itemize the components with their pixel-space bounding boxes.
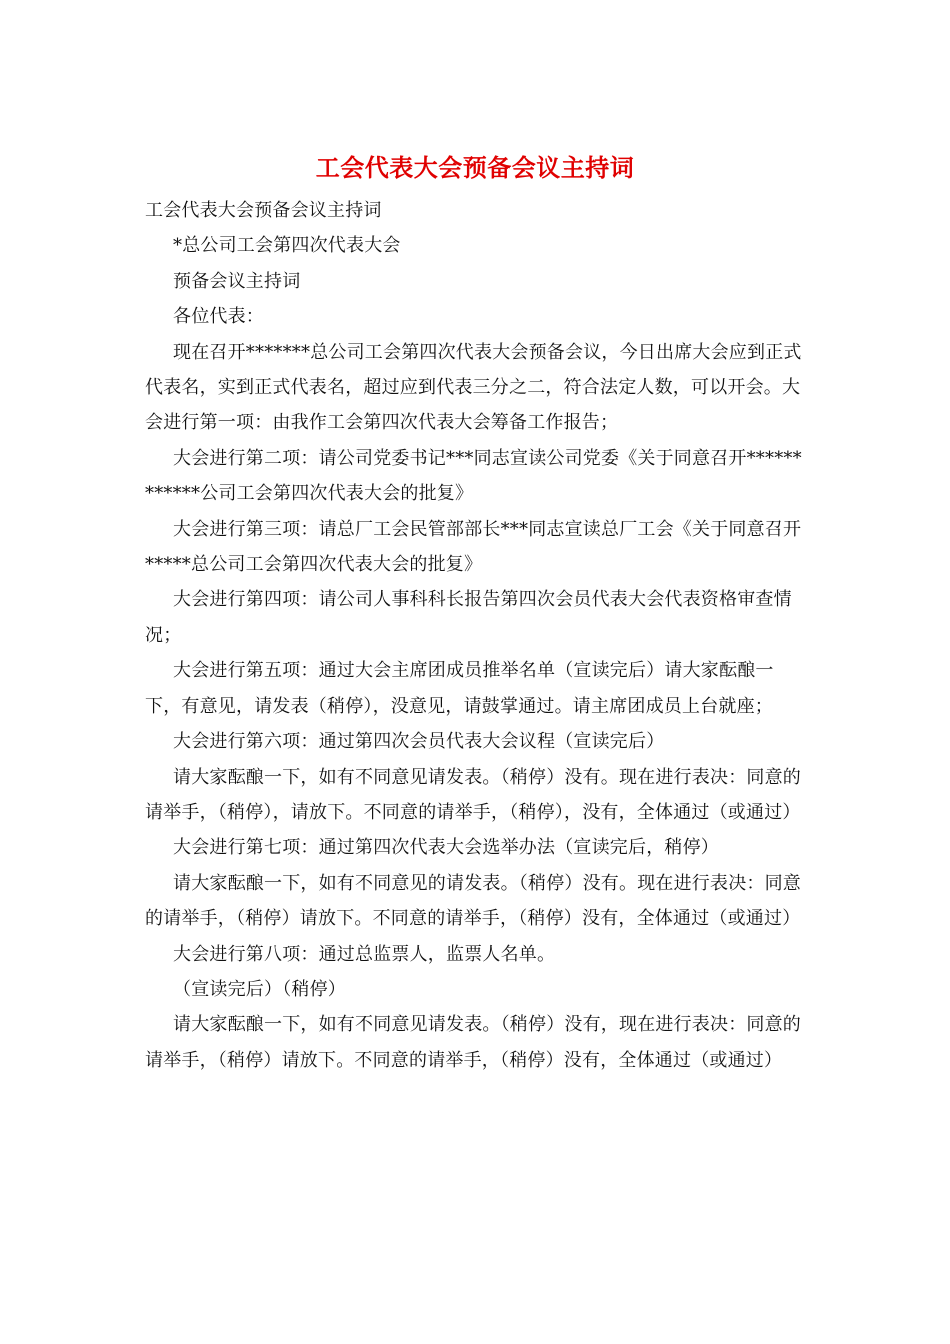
paragraph: 请大家酝酿一下，如有不同意见的请发表。（稍停）没有。现在进行表决：同意的请举手，（稍停）请放下。不同意的请举手，（稍停）没有，全体通过（或通过）: [145, 872, 801, 930]
paragraph: 大会进行第八项：通过总监票人，监票人名单。: [173, 943, 556, 965]
paragraph: 请大家酝酿一下，如有不同意见请发表。（稍停）没有。现在进行表决：同意的请举手，（稍停），请放下。不同意的请举手，（稍停），没有，全体通过（或通过）: [145, 766, 801, 823]
paragraph: 各位代表：: [173, 306, 264, 328]
paragraph: 大会进行第七项：通过第四次代表大会选举办法（宣读完后，稍停）: [173, 837, 719, 859]
paragraph: *总公司工会第四次代表大会: [173, 235, 401, 257]
document-body: [145, 193, 807, 1078]
paragraph: 大会进行第二项：请公司党委书记***同志宣读公司党委《关于同意召开************公司工会第四次代表大会的批复》: [145, 447, 802, 505]
paragraph: 大会进行第六项：通过第四次会员代表大会议程（宣读完后）: [173, 731, 665, 753]
paragraph: 请大家酝酿一下，如有不同意见请发表。（稍停）没有，现在进行表决：同意的请举手，（稍停）请放下。不同意的请举手，（稍停）没有，全体通过（或通过）: [145, 1014, 801, 1071]
paragraph: 现在召开*******总公司工会第四次代表大会预备会议，今日出席大会应到正式代表名，实到正式代表名，超过应到代表三分之二，符合法定人数，可以开会。大会进行第一项：由我作工会第四次代表大会筹备工作报告；: [145, 341, 802, 434]
paragraph: 大会进行第三项：请总厂工会民管部部长***同志宣读总厂工会《关于同意召开*****总公司工会第四次代表大会的批复》: [145, 518, 802, 576]
paragraph: （宣读完后）（稍停）: [173, 978, 346, 1000]
document-title: 工会代表大会预备会议主持词: [315, 153, 635, 182]
paragraph: 大会进行第四项：请公司人事科科长报告第四次会员代表大会代表资格审查情况；: [145, 589, 792, 646]
paragraph: 工会代表大会预备会议主持词: [145, 200, 382, 221]
paragraph: 预备会议主持词: [173, 270, 301, 292]
paragraph: 大会进行第五项：通过大会主席团成员推举名单（宣读完后）请大家酝酿一下，有意见，请发表（稍停），没意见，请鼓掌通过。请主席团成员上台就座；: [145, 660, 774, 717]
